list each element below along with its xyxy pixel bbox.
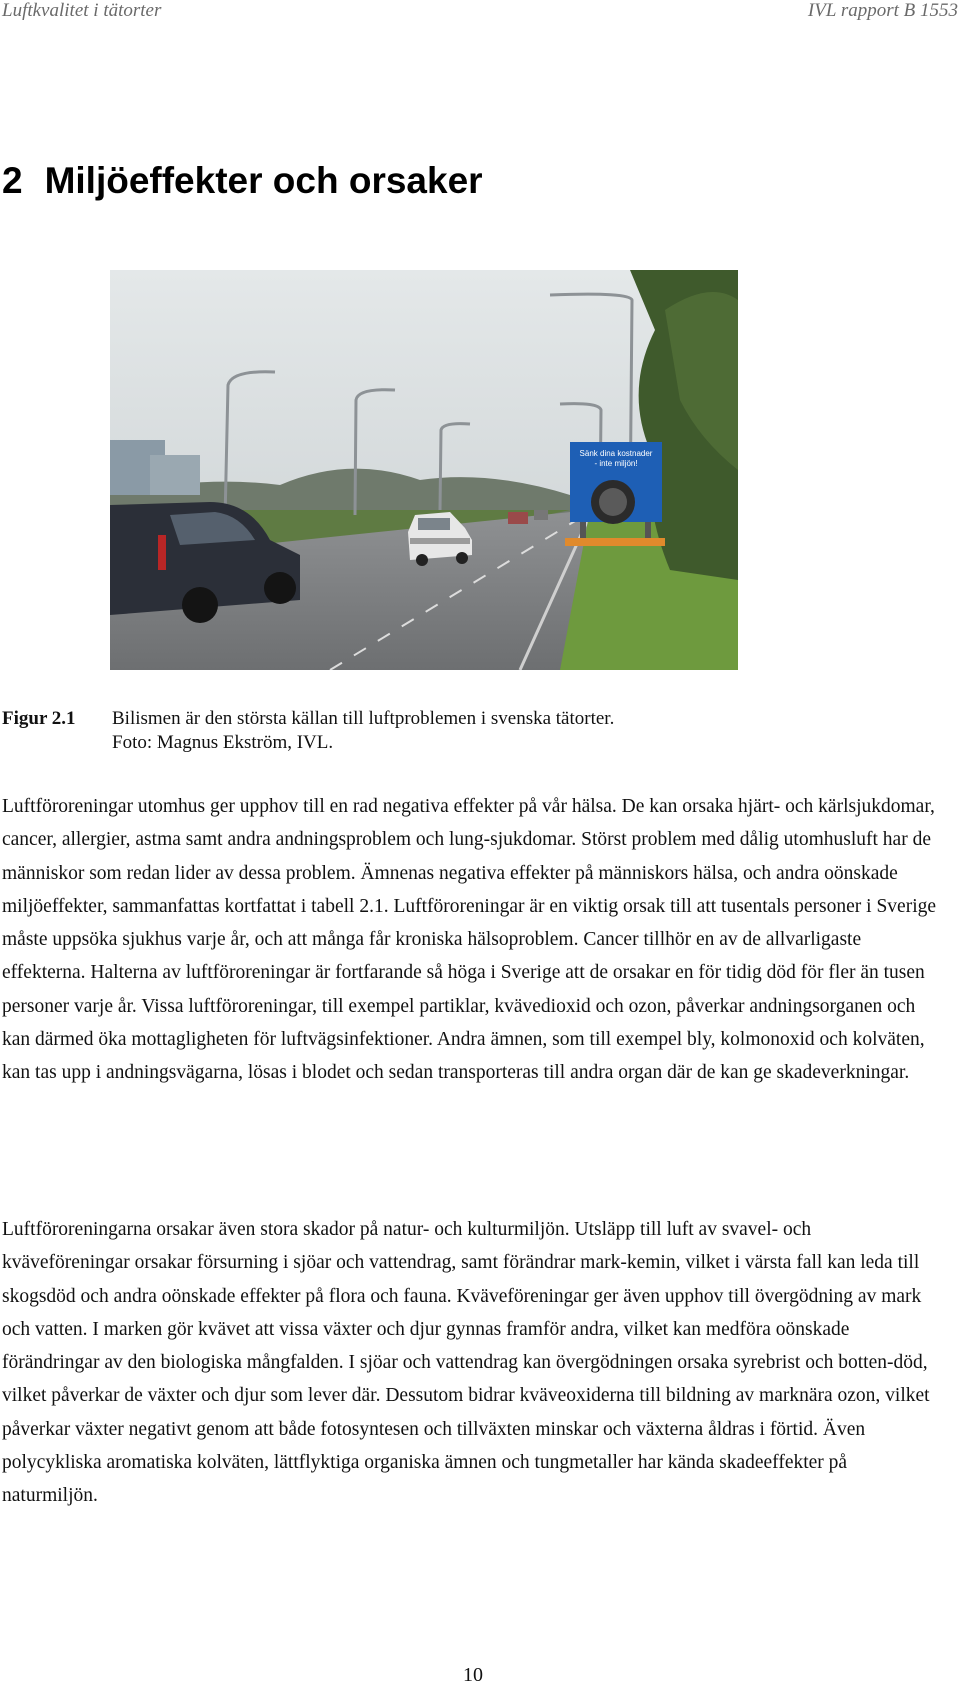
figure-photo [110, 270, 738, 670]
paragraph-nature-effects: Luftföroreningarna orsakar även stora skador på natur- och kulturmiljön. Utsläpp till luft av svavel- och kväveföreningar orsakar försurning i sjöar och vattendrag, samt förändrar mark-kemin, vilket i värsta fall kan leda till skogsdöd och andra oönskade effekter på flora och fauna. Kväveföreningar ger även upphov till övergödning av mark och vatten. I marken gör kvävet att vissa växter och djur gynnas framför andra, vilket kan medföra oönskade förändringar av den biologiska mångfalden. I sjöar och vattendrag kan övergödningen orsaka syrebrist och botten-död, vilket påverkar de växter och djur som lever där. Dessutom bidrar kväveoxiderna till bildning av marknära ozon, vilket påverkar växter negativt genom att både fotosyntesen och tillväxten minskar och växterna åldras i förtid. Även polycykliska aromatiska kolväten, lättflyktiga organiska ämnen och tungmetaller har kända skadeeffekter på naturmiljön. [2, 1219, 930, 1507]
caption-line-2: Foto: Magnus Ekström, IVL. [112, 732, 334, 753]
caption-label: Figur 2.1 [2, 708, 76, 729]
billboard-text-1: Sänk dina kostnader [579, 449, 653, 458]
road-photo-illustration [110, 270, 738, 670]
building [150, 455, 200, 495]
distant-car [508, 512, 528, 524]
header-report-title: Luftkvalitet i tätorter [2, 0, 162, 21]
chapter-title [2, 160, 483, 202]
paragraph-health-effects: Luftföroreningar utomhus ger upphov till en rad negativa effekter på vår hälsa. De kan orsaka hjärt- och kärlsjukdomar, cancer, allergier, astma samt andra andningsproblem och lung-sjukdomar. Störst problem med dålig utomhusluft har de människor som redan lider av dessa problem. Ämnenas negativa effekter på människors hälsa, och andra oönskade miljöeffekter, sammanfattas kortfattat i tabell 2.1. Luftföroreningar är en viktig orsak till att tusentals personer i Sverige måste uppsöka sjukhus varje år, och att många får kroniska hälsoproblem. Cancer tillhör en av de allvarligaste effekterna. Halterna av luftföroreningar är fortfarande så höga i Sverige att de orsakar en för tidig död för fler än tusen personer varje år. Vissa luftföroreningar, till exempel partiklar, kvävedioxid och ozon, påverkar andningsorganen och kan därmed öka mottagligheten för luftvägsinfektioner. Andra ämnen, som till exempel bly, kolmonoxid och kolväten, kan tas upp i andningsvägarna, lösas i blodet och sedan transporteras till andra organ där de kan ge skadeverkningar. [2, 796, 937, 1084]
distant-car [534, 510, 548, 520]
chapter-title-text: Miljöeffekter och orsaker [44, 160, 483, 201]
chapter-number: 2 [2, 160, 23, 201]
billboard-text-2: - inte miljön! [594, 459, 638, 468]
header-report-number: IVL rapport B 1553 [807, 0, 958, 21]
running-header [0, 0, 960, 26]
caption-line-1: Bilismen är den största källan till luftproblemen i svenska tätorter. [112, 708, 615, 729]
page-number: 10 [463, 1664, 483, 1686]
caption-text [112, 707, 932, 755]
